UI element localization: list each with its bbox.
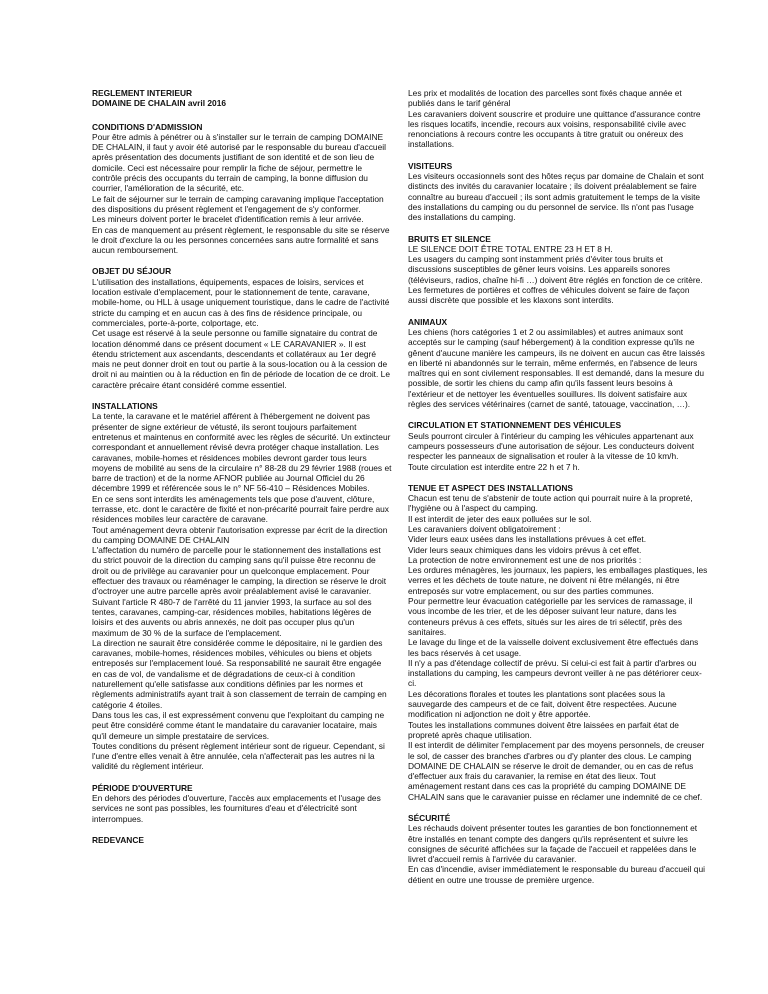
paragraph: Il n'y a pas d'étendage collectif de prévu. Si celui-ci est fait à partir d'arbres ou installations du camping, les campeurs devront veiller à ne pas détériorer ceux-ci.: [408, 657, 702, 689]
paragraph: Les usagers du camping sont instamment priés d'éviter tous bruits et discussions susceptibles de gêner leurs voisins. Les appareils sonores (téléviseurs, radios, chaîne hi-fi …) doivent être réglés en fonction de ce critère. Les fermetures de portières et coffres de véhicules doivent se faire de façon aussi discrète que possible et les klaxons sont interdits.: [408, 254, 703, 306]
paragraph: La direction ne saurait être considérée comme le dépositaire, ni le gardien des caravanes, mobile-homes, résidences mobiles, véhicules ou biens et objets entreposés sur l'emplacement loué. Sa responsabilité ne saurait être engagée en cas de vol, de vandalisme et de dégradations de ceux-ci à condition naturellement qu'elle satisfasse aux conditions définies par les normes et règlements administratifs ayant trait à son classement de terrain de camping en catégorie 4 étoiles.: [92, 637, 387, 710]
paragraph: Suivant l'article R 480-7 de l'arrêté du 11 janvier 1993, la surface au sol des tentes, caravanes, camping-car, résidences mobiles, habitations légères de loisirs et des auvents ou abris annexés, ne doit pas occuper plus qu'un maximum de 30 % de la surface de l'emplacement.: [92, 596, 372, 638]
paragraph: Les visiteurs occasionnels sont des hôtes reçus par domaine de Chalain et sont distincts des invités du caravanier locataire ; ils doivent préalablement se faire connaître au bureau d'accueil ; ils sont admis gratuitement le temps de la visite des installations du camping ou du personnel de service. Ils n'ont pas l'usage des installations du camping.: [408, 171, 704, 223]
paragraph: Pour permettre leur évacuation catégorielle par les services de ramassage, il vous incombe de les trier, et de les déposer suivant leur nature, dans les conteneurs prévus à ces effets, situés sur les aires de tri sélectif, près des sanitaires.: [408, 596, 693, 637]
paragraph: Les caravaniers doivent obligatoirement :: [408, 523, 561, 534]
paragraph: Les caravaniers doivent souscrire et produire une quittance d'assurance contre les risques locatifs, incendie, recours aux voisins, responsabilité civile avec renonciations à recours contre les occupants à titre gratuit ou onéreux des installations.: [408, 108, 701, 150]
paragraph: Toute circulation est interdite entre 22 h et 7 h.: [408, 461, 580, 472]
paragraph: Toutes les installations communes doivent être laissées en parfait état de propreté après chaque utilisation.: [408, 719, 679, 740]
section-circulation-et-stationnement-des-vehicules: [408, 420, 708, 471]
paragraph: Pour être admis à pénétrer ou à s'installer sur le terrain de camping DOMAINE DE CHALAIN, il faut y avoir été autorisé par le responsable du bureau d'accueil après présentation des documents justifiant de son identité et de son lieu de domicile. Ceci est nécessaire pour remplir la fiche de séjour, permettre le contrôle précis des occupants du terrain de camping, la bonne diffusion du courrier, l'amélioration de la sécurité, etc.: [92, 131, 386, 194]
paragraph: Vider leurs eaux usées dans les installations prévues à cet effet.: [408, 534, 647, 545]
section-continuation: [408, 88, 708, 150]
title-line-1: REGLEMENT INTERIEUR: [92, 88, 193, 98]
section-securite: [408, 813, 708, 885]
paragraph: En cas de manquement au présent règlement, le responsable du site se réserve le droit d'exclure la ou les personnes concernées sans autre formalité et sans aucun remboursement.: [92, 224, 390, 256]
paragraph: Tout aménagement devra obtenir l'autorisation expresse par écrit de la direction du camping DOMAINE DE CHALAIN: [92, 524, 388, 545]
section-conditions-d-admission: [92, 122, 392, 256]
section-objet-du-sejour: [92, 266, 392, 390]
section-heading: ANIMAUX: [408, 316, 448, 327]
paragraph: En dehors des périodes d'ouverture, l'accès aux emplacements et l'usage des services ne sont pas possibles, les fournitures d'eau et d'électricité sont interrompues.: [92, 793, 381, 824]
section-periode-d-ouverture: [92, 783, 392, 824]
section-bruits-et-silence: [408, 234, 708, 306]
paragraph: Cet usage est réservé à la seule personne ou famille signataire du contrat de location dénommé dans ce présent document « LE CARAVANIER ». Il est étendu strictement aux ascendants, descendants et collatéraux au 1er degré mais ne peut donner droit en tout ou partie à la sous-location ou à la cession de droit ni au maintien ou à la réduction en fin de période de location de ce droit. Le caractère précaire étant considéré comme essentiel.: [92, 328, 390, 390]
paragraph: Les chiens (hors catégories 1 et 2 ou assimilables) et autres animaux sont acceptés sur le camping (sauf hébergement) à la condition expresse qu'ils ne gênent d'aucune manière les campeurs, ils ne doivent en aucun cas être laissés en liberté ni abandonnés sur le terrain, même enfermés, en l'absence de leurs maîtres qui en sont civilement responsables. Il est demandé, dans la mesure du possible, de sortir les chiens du camp afin qu'ils fassent leurs besoins à l'extérieur et de nettoyer les éventuelles souillures. Ils doivent satisfaire aux règles des services vétérinaires (carnet de santé, tatouage, vaccination, …).: [408, 326, 705, 410]
paragraph: Le lavage du linge et de la vaisselle doivent exclusivement être effectués dans les bacs réservés à cet usage.: [408, 637, 699, 658]
section-heading: INSTALLATIONS: [92, 401, 158, 412]
paragraph: Il est interdit de délimiter l'emplacement par des moyens personnels, de creuser le sol, de casser des branches d'arbres ou d'y planter des clous. Le camping DOMAINE DE CHALAIN se réserve le droit de demander, ou en cas de refus d'effectuer aux frais du caravanier, la remise en état des lieux. Tout aménagement restant dans ces cas la propriété du camping DOMAINE DE CHALAIN sans que le caravanier puisse en réclamer une indemnité de ce chef.: [408, 740, 705, 802]
section-heading: CONDITIONS D'ADMISSION: [92, 121, 203, 132]
title-line-2: DOMAINE DE CHALAIN avril 2016: [92, 98, 227, 109]
section-visiteurs: [408, 161, 708, 223]
section-heading: REDEVANCE: [92, 834, 144, 845]
section-tenue-et-aspect-des-installations: [408, 483, 708, 802]
paragraph: Les prix et modalités de location des parcelles sont fixés chaque année et publiés dans le tarif général: [408, 88, 682, 109]
right-sections: [408, 88, 708, 885]
section-heading: CIRCULATION ET STATIONNEMENT DES VÉHICULES: [408, 420, 622, 431]
paragraph: LE SILENCE DOIT ÊTRE TOTAL ENTRE 23 H ET 8 H.: [408, 243, 613, 254]
paragraph: L'affectation du numéro de parcelle pour le stationnement des installations est du strict pouvoir de la direction du camping sans qu'il puisse être reconnu de droit ou de privilège au caravanier pour un quelconque emplacement. Pour effectuer des travaux ou réaménager le camping, la direction se réserve le droit d'octroyer une autre parcelle après avoir préalablement avisé le caravanier.: [92, 545, 387, 597]
paragraph: Chacun est tenu de s'abstenir de toute action qui pourrait nuire à la propreté, l'hygiène ou à l'aspect du camping.: [408, 493, 693, 514]
document-title: [92, 88, 392, 109]
right-column: [408, 88, 708, 896]
section-animaux: [408, 317, 708, 410]
left-sections: [92, 122, 392, 846]
paragraph: Les décorations florales et toutes les plantations sont placées sous la sauvegarde des campeurs et de ce fait, doivent être respectées. Aucune modification ni adjonction ne doit y être apportée.: [408, 688, 677, 720]
paragraph: Les ordures ménagères, les journaux, les papiers, les emballages plastiques, les verres et les déchets de toute nature, ne doivent ni être mélangés, ni être entreposés sur votre emplacement, ou sur des parties communes.: [408, 565, 708, 596]
section-heading: BRUITS ET SILENCE: [408, 233, 491, 244]
paragraph: Les réchauds doivent présenter toutes les garanties de bon fonctionnement et être installés en tenant compte des dangers qu'ils représentent et suivre les consignes de sécurité affichées sur la façade de l'accueil et rappelées dans le livret d'accueil remis à l'arrivée du caravanier.: [408, 823, 698, 865]
left-column: [92, 88, 392, 856]
section-heading: OBJET DU SÉJOUR: [92, 266, 172, 277]
section-heading: PÉRIODE D'OUVERTURE: [92, 782, 193, 793]
paragraph: Seuls pourront circuler à l'intérieur du camping les véhicules appartenant aux campeurs possesseurs d'une autorisation de séjour. Les conducteurs doivent respecter les panneaux de signalisation et rouler à la vitesse de 10 km/h.: [408, 430, 695, 462]
paragraph: L'utilisation des installations, équipements, espaces de loisirs, services et location estivale d'emplacement, pour le stationnement de tente, caravane, mobile-home, ou HLL à usage uniquement touristique, dans le cadre de l'activité stricte du camping et en aucun cas à des fins de résidence principale, ou commerciales, porte-à-porte, colportage, etc.: [92, 276, 390, 328]
section-heading: VISITEURS: [408, 160, 453, 171]
paragraph: Les mineurs doivent porter le bracelet d'identification remis à leur arrivée.: [92, 214, 364, 225]
paragraph: Vider leurs seaux chimiques dans les vidoirs prévus à cet effet.: [408, 544, 642, 555]
paragraph: Toutes conditions du présent règlement intérieur sont de rigueur. Cependant, si l'une d'entre elles venait à être annulée, cela n'affecterait pas les autres ni la validité du règlement intérieur.: [92, 740, 385, 772]
section-heading: SÉCURITÉ: [408, 813, 451, 823]
paragraph: Il est interdit de jeter des eaux polluées sur le sol.: [408, 513, 592, 524]
section-redevance: [92, 835, 392, 845]
paragraph: En ce sens sont interdits les aménagements tels que pose d'auvent, clôture, terrasse, etc. dont le caractère de fixité et non-précarité pourrait faire perdre aux résidences mobiles leur caractère de caravane.: [92, 493, 389, 525]
section-heading: TENUE ET ASPECT DES INSTALLATIONS: [408, 482, 574, 493]
paragraph: La protection de notre environnement est une de nos priorités :: [408, 554, 642, 565]
paragraph: La tente, la caravane et le matériel afférent à l'hébergement ne doivent pas présenter de signe extérieur de vétusté, ils seront toujours parfaitement entretenus et maintenus en conformité avec les règles de sécurité. Un extincteur correspondant et annuellement révisé devra protéger chaque installation. Les caravanes, mobile-homes et résidences mobiles devront garder tous leurs moyens de mobilité au sens de la circulaire n° 88-28 du 29 février 1988 (roues et barre de traction) et de la norme AFNOR publiée au Journal Officiel du 26 décembre 1999 et référencée sous le n° NF 56-410 – Résidences Mobiles.: [92, 411, 392, 494]
paragraph: Le fait de séjourner sur le terrain de camping caravaning implique l'acceptation des dispositions du présent règlement et l'engagement de s'y conformer.: [92, 193, 384, 214]
paragraph: Dans tous les cas, il est expressément convenu que l'exploitant du camping ne peut être considéré comme étant le mandataire du caravanier locataire, mais qu'il demeure un simple prestataire de services.: [92, 709, 385, 741]
section-installations: [92, 401, 392, 772]
paragraph: En cas d'incendie, aviser immédiatement le responsable du bureau d'accueil qui détient en outre une trousse de première urgence.: [408, 864, 705, 885]
